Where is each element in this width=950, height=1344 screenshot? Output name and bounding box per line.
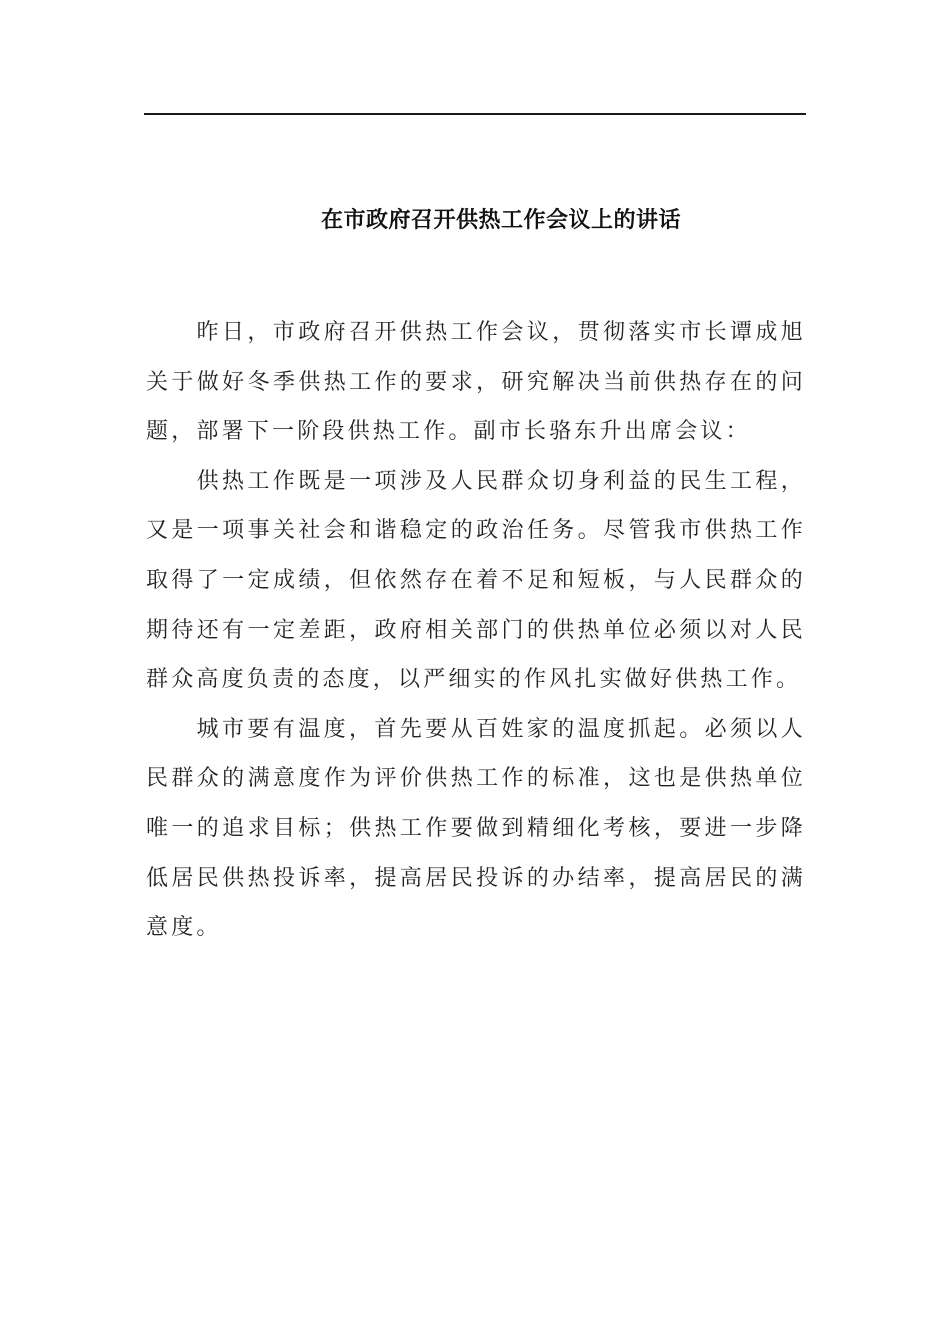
paragraph-3: 城市要有温度，首先要从百姓家的温度抓起。必须以人民群众的满意度作为评价供热工作的标准，这也是供热单位唯一的追求目标；供热工作要做到精细化考核，要进一步降低居民供热投诉率，提高居民投诉的办结率，提高居民的满意度。: [146, 716, 806, 941]
document-title: 在市政府召开供热工作会议上的讲话: [320, 208, 681, 233]
header-rule: [144, 113, 806, 115]
paragraph-1: 昨日，市政府召开供热工作会议，贯彻落实市长谭成旭关于做好冬季供热工作的要求，研究解决当前供热存在的问题，部署下一阶段供热工作。副市长骆东升出席会议：: [146, 320, 806, 445]
document-body: [146, 308, 806, 953]
paragraph-2: 供热工作既是一项涉及人民群众切身利益的民生工程，又是一项事关社会和谐稳定的政治任务。尽管我市供热工作取得了一定成绩，但依然存在着不足和短板，与人民群众的期待还有一定差距，政府相关部门的供热单位必须以对人民群众高度负责的态度，以严细实的作风扎实做好供热工作。: [146, 468, 806, 693]
